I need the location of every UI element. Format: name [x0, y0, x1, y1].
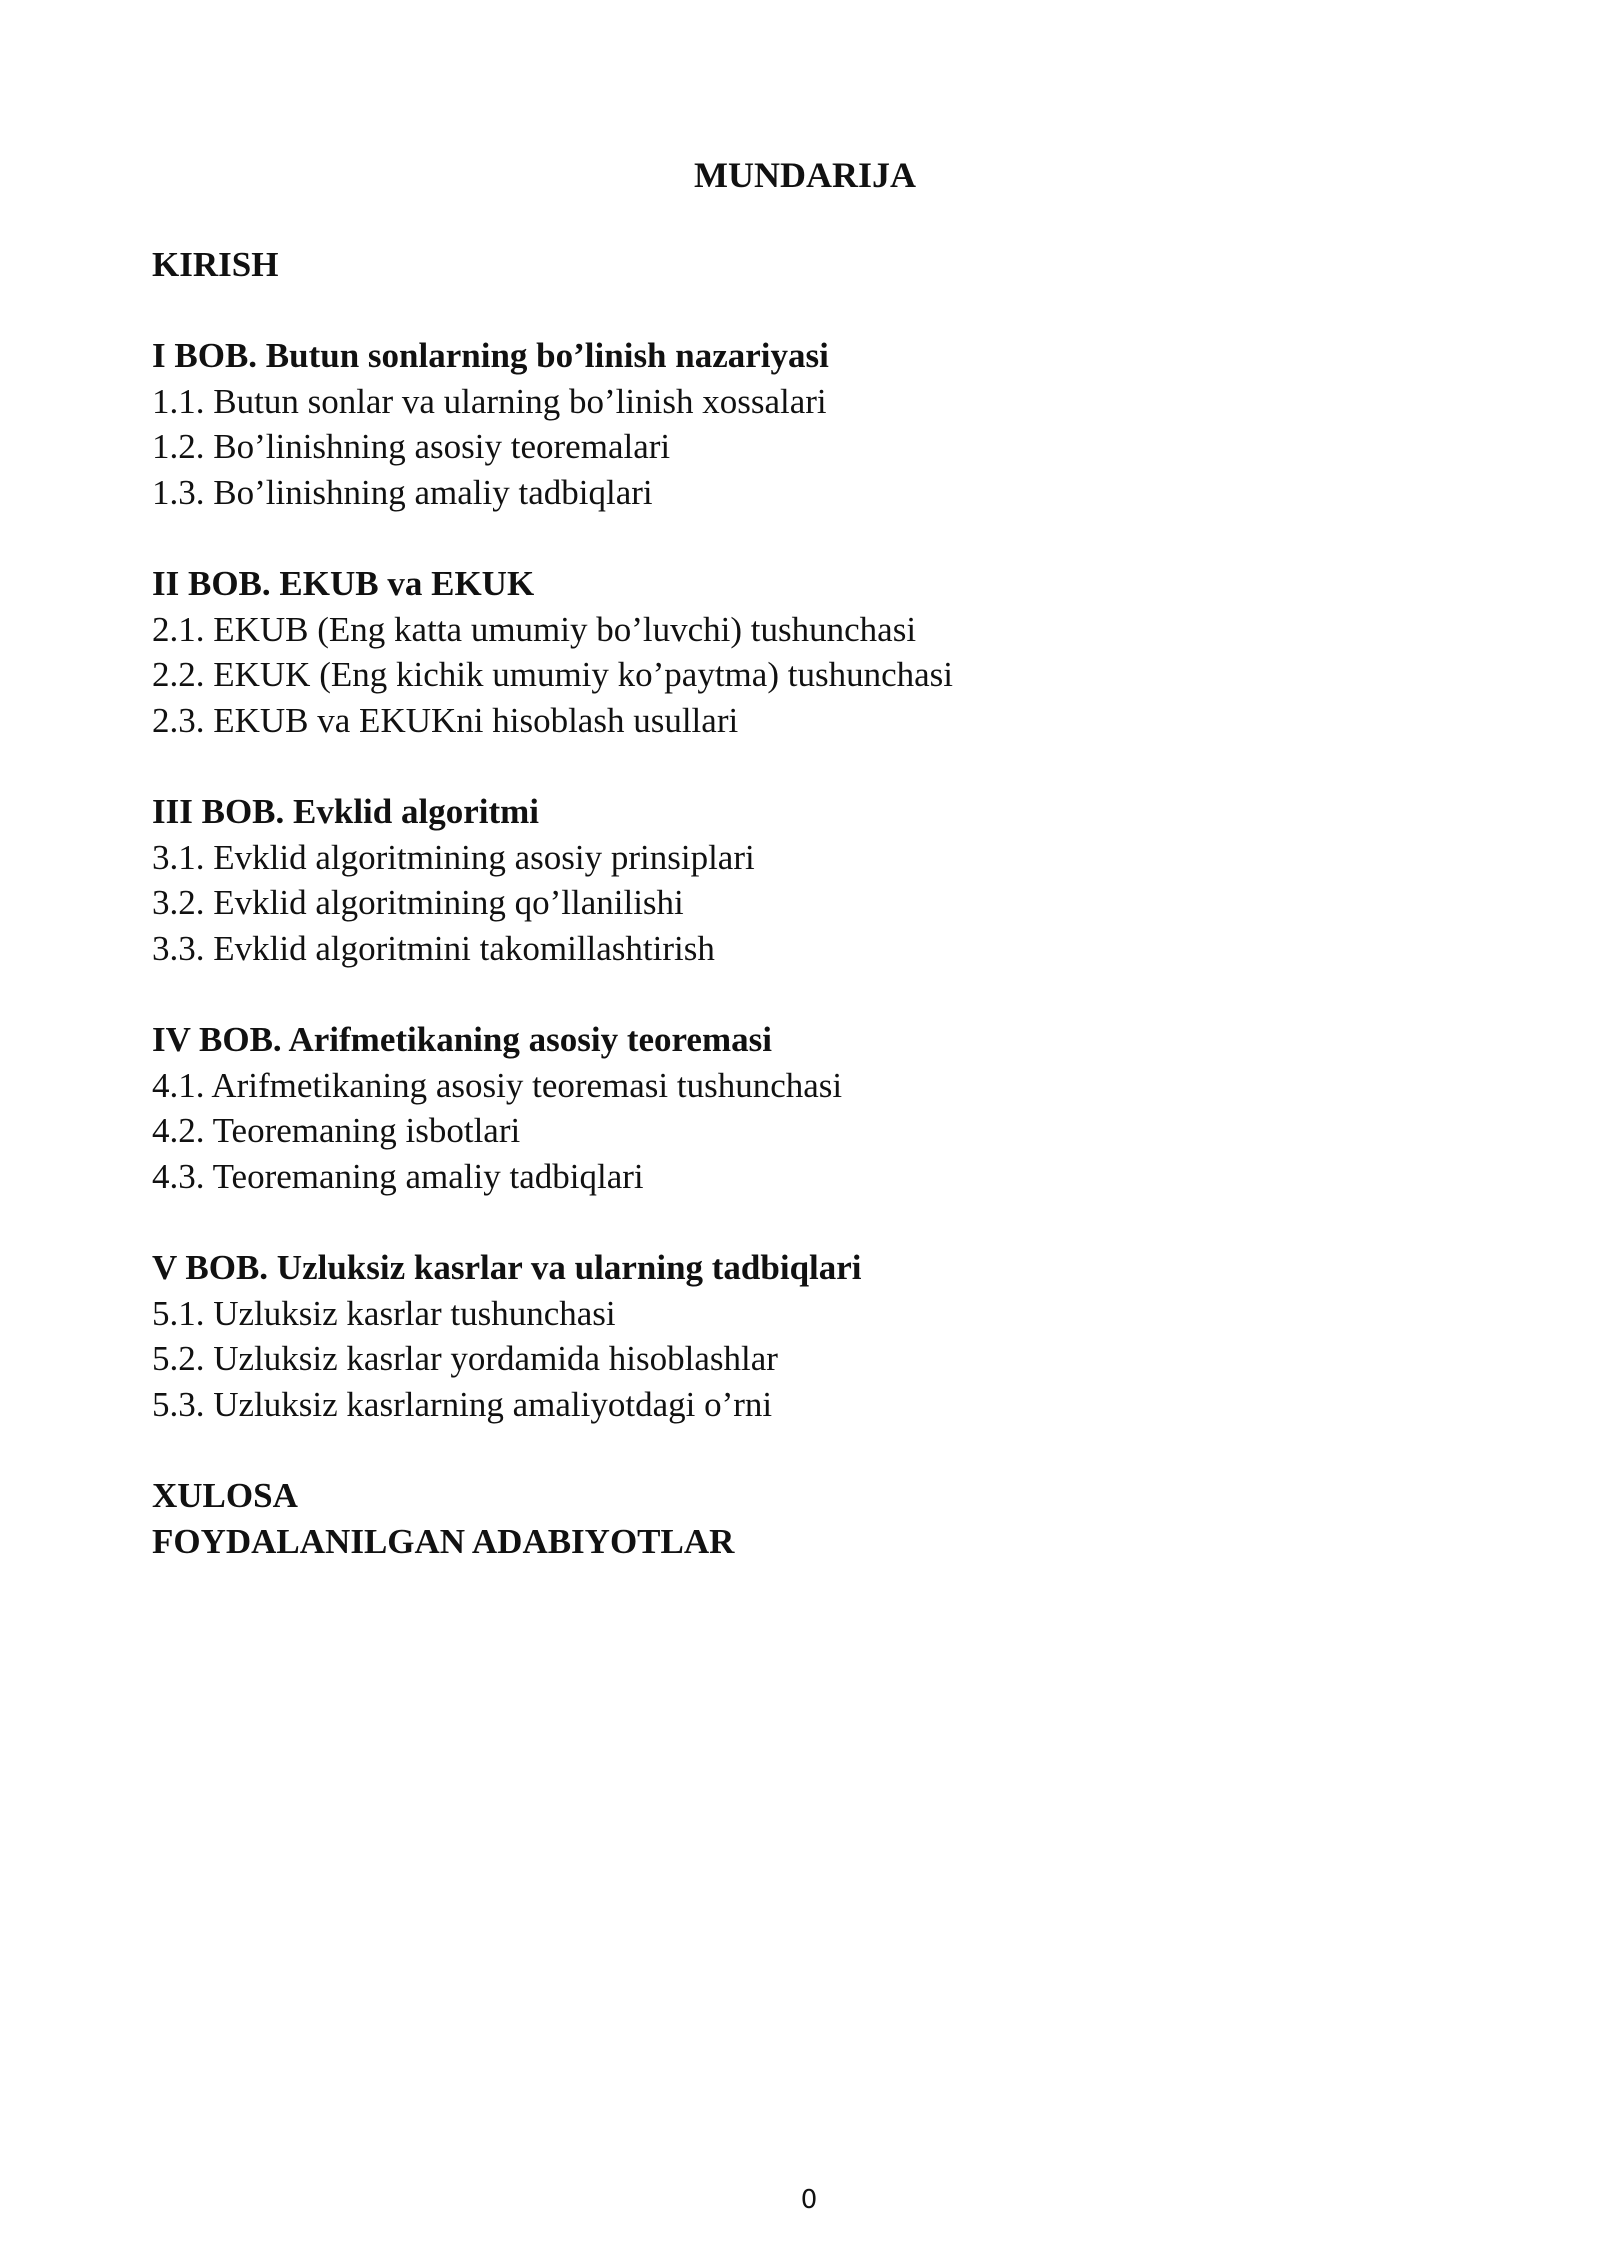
- section-entry: 4.3. Teoremaning amaliy tadbiqlari: [152, 1156, 644, 1196]
- toc-entry-intro: KIRISH: [152, 245, 279, 284]
- section-entry: 2.3. EKUB va EKUKni hisoblash usullari: [152, 700, 739, 740]
- toc-entry-references: FOYDALANILGAN ADABIYOTLAR: [152, 1521, 735, 1561]
- spacer: [152, 1199, 1452, 1245]
- chapter-heading: III BOB. Evklid algoritmi: [152, 792, 540, 832]
- section-entry: 3.3. Evklid algoritmini takomillashtirish: [152, 928, 715, 968]
- page-number: 0: [800, 2185, 818, 2215]
- section-entry: 3.2. Evklid algoritmining qo’llanilishi: [152, 883, 684, 923]
- spacer: [152, 1427, 1452, 1473]
- section-entry: 5.3. Uzluksiz kasrlarning amaliyotdagi o’rni: [152, 1384, 773, 1424]
- spacer: [152, 744, 1452, 790]
- section-entry: 1.2. Bo’linishning asosiy teoremalari: [152, 427, 671, 467]
- section-entry: 5.2. Uzluksiz kasrlar yordamida hisoblashlar: [152, 1339, 778, 1379]
- section-entry: 4.1. Arifmetikaning asosiy teoremasi tushunchasi: [152, 1065, 843, 1105]
- spacer: [152, 516, 1452, 562]
- spacer: [152, 972, 1452, 1018]
- chapter-heading: I BOB. Butun sonlarning bo’linish nazariyasi: [152, 336, 829, 376]
- section-entry: 4.2. Teoremaning isbotlari: [152, 1111, 521, 1151]
- toc-entry-conclusion: XULOSA: [152, 1476, 298, 1516]
- chapter-heading: IV BOB. Arifmetikaning asosiy teoremasi: [152, 1020, 772, 1060]
- toc-chapter-5: [152, 1245, 1452, 1427]
- toc-chapter-3: [152, 789, 1452, 971]
- toc-chapter-2: [152, 561, 1452, 743]
- section-entry: 2.2. EKUK (Eng kichik umumiy ko’paytma) tushunchasi: [152, 655, 953, 695]
- section-entry: 3.1. Evklid algoritmining asosiy prinsiplari: [152, 837, 755, 877]
- page-title: MUNDARIJA: [694, 155, 916, 195]
- toc-chapter-4: [152, 1017, 1452, 1199]
- section-entry: 1.1. Butun sonlar va ularning bo’linish xossalari: [152, 381, 827, 421]
- section-entry: 5.1. Uzluksiz kasrlar tushunchasi: [152, 1293, 616, 1333]
- table-of-contents: [152, 242, 1452, 1564]
- section-entry: 2.1. EKUB (Eng katta umumiy bo’luvchi) tushunchasi: [152, 609, 917, 649]
- spacer: [152, 288, 1452, 334]
- section-entry: 1.3. Bo’linishning amaliy tadbiqlari: [152, 472, 653, 512]
- chapter-heading: II BOB. EKUB va EKUK: [152, 564, 535, 604]
- chapter-heading: V BOB. Uzluksiz kasrlar va ularning tadbiqlari: [152, 1248, 862, 1288]
- toc-chapter-1: [152, 333, 1452, 515]
